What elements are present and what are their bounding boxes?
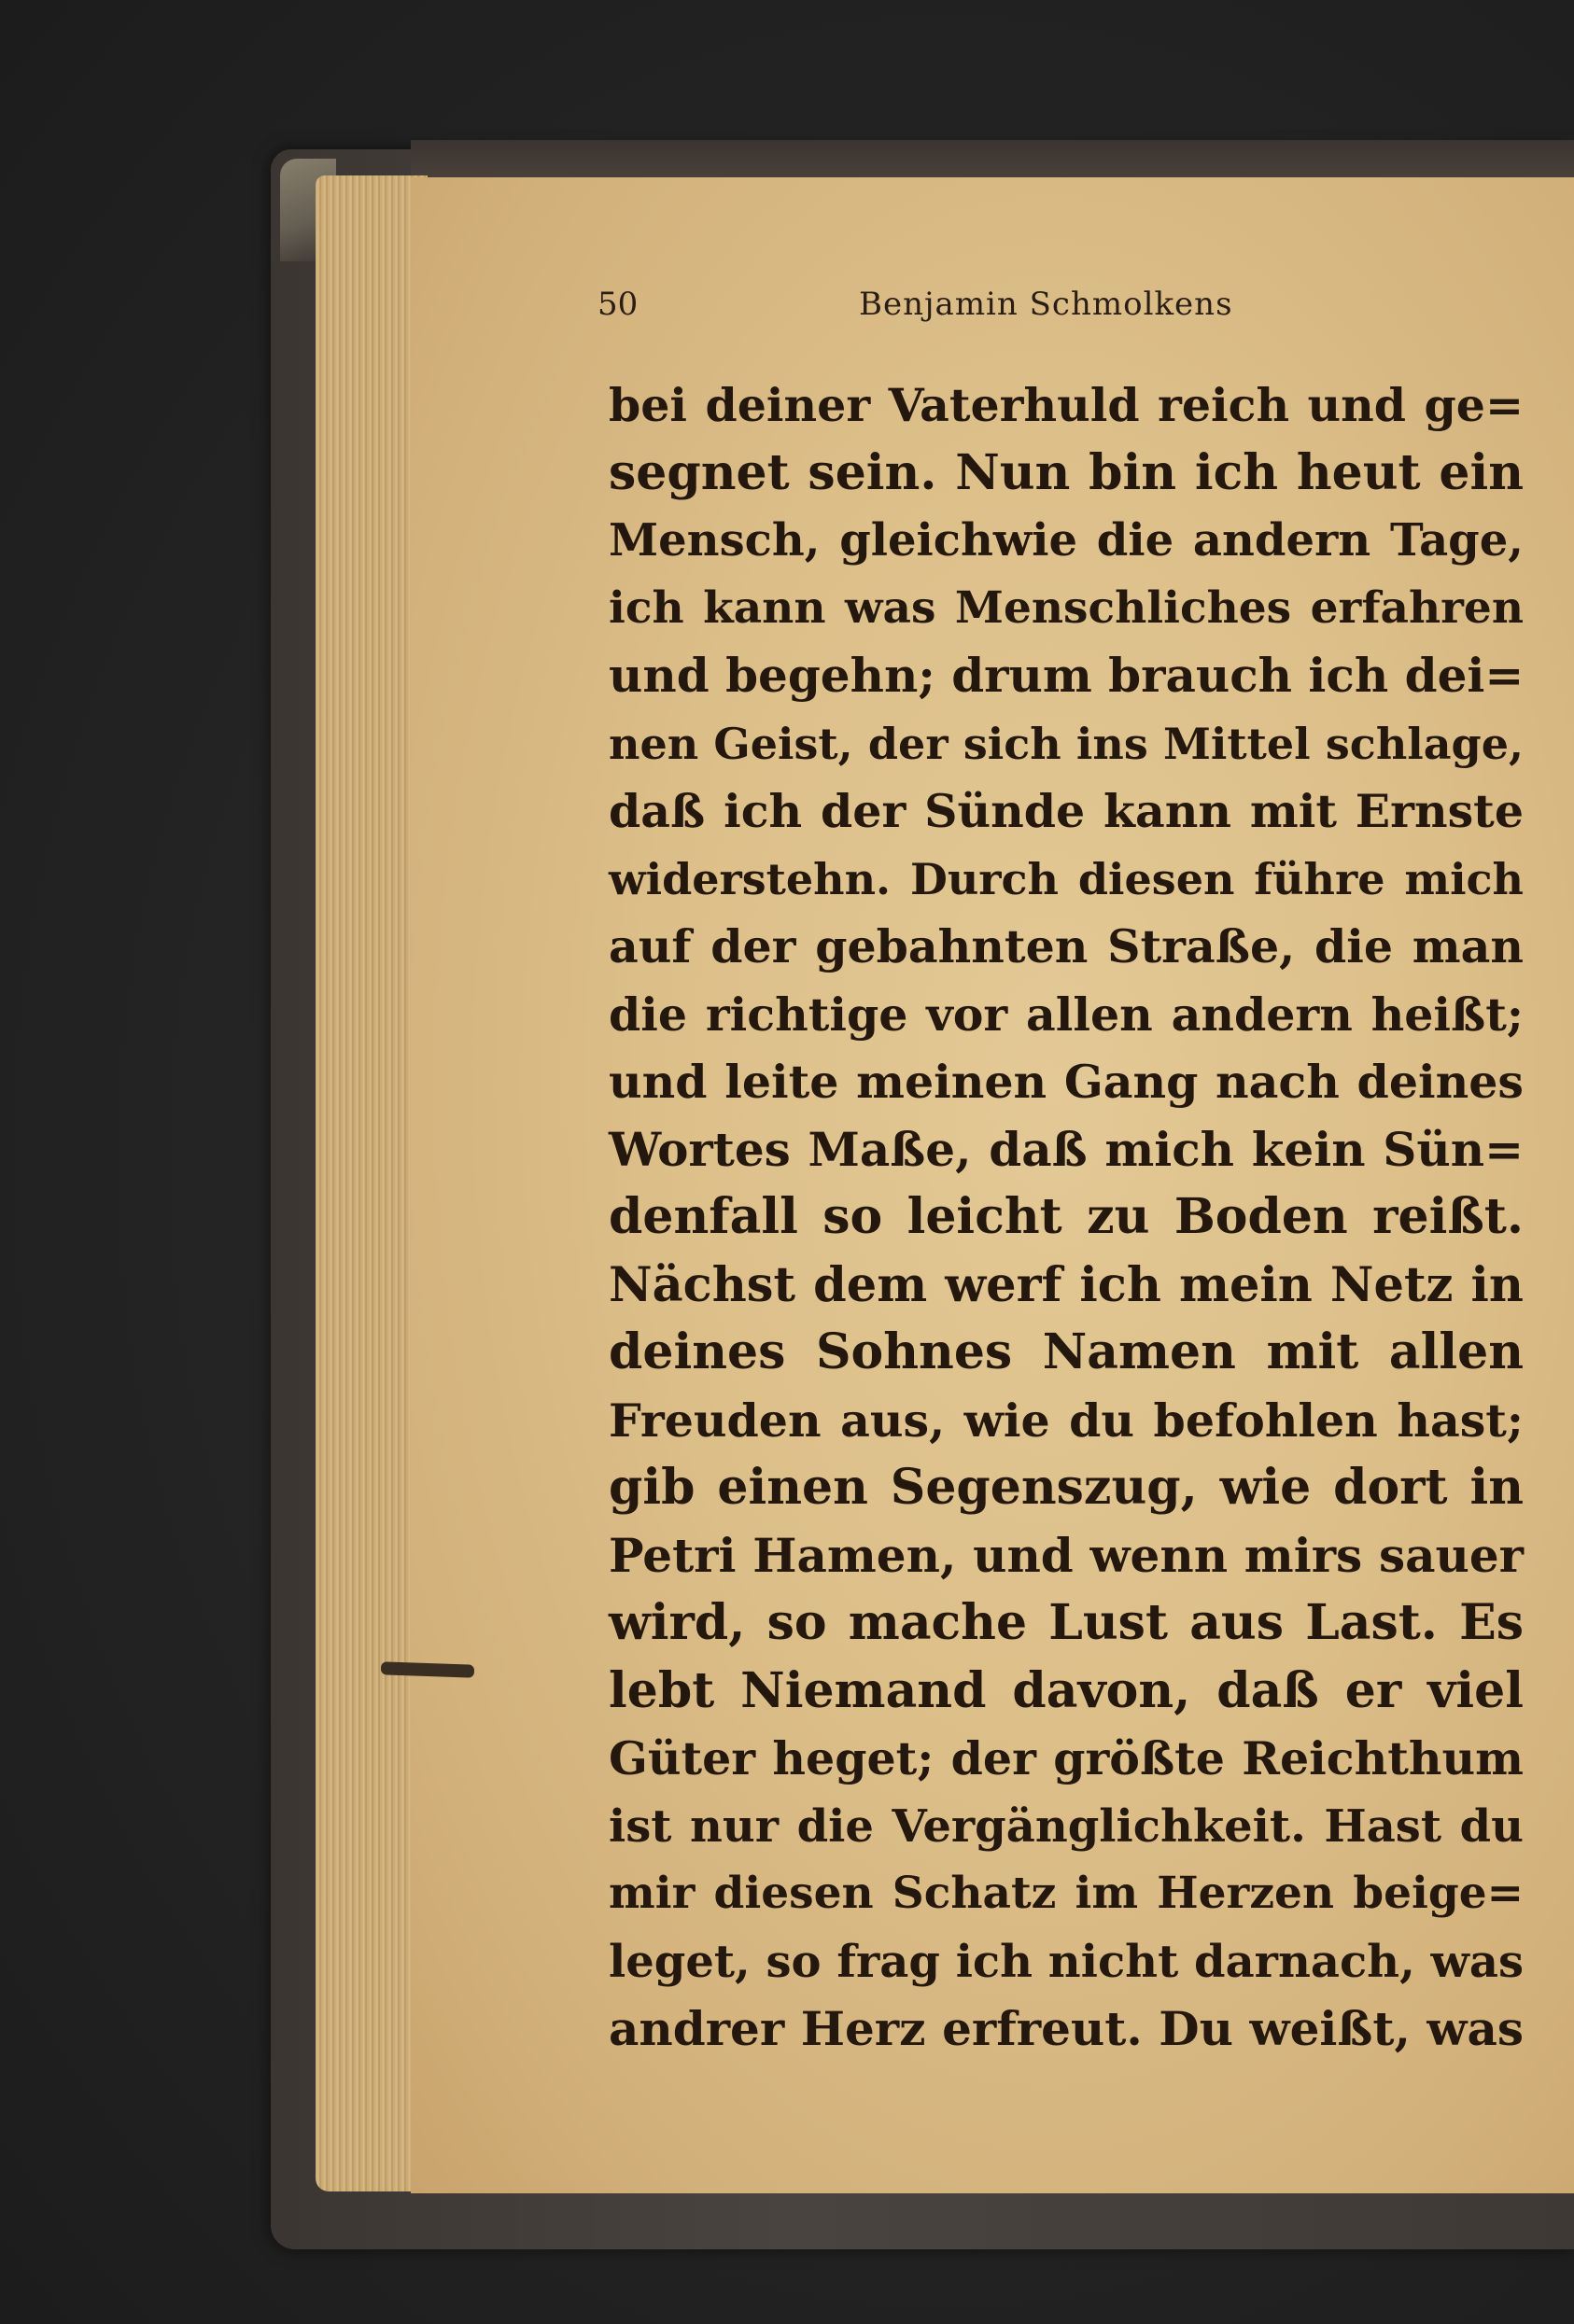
text-line: Wortes Maße, daß mich kein Sün= xyxy=(609,1121,1524,1177)
text-line: widerstehn. Durch diesen führe mich xyxy=(609,853,1524,904)
text-line: daß ich der Sünde kann mit Ernste xyxy=(609,784,1524,838)
body-text xyxy=(609,371,1524,2070)
text-line: lebt Niemand davon, daß er viel xyxy=(609,1661,1524,1719)
text-line: denfall so leicht zu Boden reißt. xyxy=(609,1188,1524,1245)
text-line: mir diesen Schatz im Herzen beige= xyxy=(609,1868,1524,1919)
page-number: 50 xyxy=(597,286,639,323)
page-header xyxy=(597,286,1251,342)
text-line: und leite meinen Gang nach deines xyxy=(609,1055,1524,1109)
text-line: ich kann was Menschliches erfahren xyxy=(609,581,1524,634)
text-line: die richtige vor allen andern heißt; xyxy=(609,987,1524,1042)
text-line: ist nur die Vergänglichkeit. Hast du xyxy=(609,1799,1524,1853)
text-line: Petri Hamen, und wenn mirs sauer xyxy=(609,1527,1524,1583)
text-line: auf der gebahnten Straße, die man xyxy=(609,919,1524,973)
text-line: gib einen Segenszug, wie dort in xyxy=(609,1459,1524,1516)
text-line: Güter heget; der größte Reichthum xyxy=(609,1731,1524,1785)
text-line: nen Geist, der sich ins Mittel schlage, xyxy=(609,718,1524,769)
text-line: und begehn; drum brauch ich dei= xyxy=(609,648,1525,703)
text-line: deines Sohnes Namen mit allen xyxy=(609,1323,1524,1380)
running-head: Benjamin Schmolkens xyxy=(859,286,1233,323)
text-line: andrer Herz erfreut. Du weißt, was xyxy=(609,2001,1524,2056)
text-line: bei deiner Vaterhuld reich und ge= xyxy=(609,378,1524,432)
text-line: wird, so mache Lust aus Last. Es xyxy=(609,1594,1524,1651)
text-line: Mensch, gleichwie die andern Tage, xyxy=(609,514,1524,567)
text-line: Freuden aus, wie du befohlen hast; xyxy=(609,1393,1524,1448)
text-line: segnet sein. Nun bin ich heut ein xyxy=(609,443,1524,501)
text-line: leget, so frag ich nicht darnach, was xyxy=(609,1935,1524,1988)
text-line: Nächst dem werf ich mein Netz in xyxy=(609,1256,1524,1313)
